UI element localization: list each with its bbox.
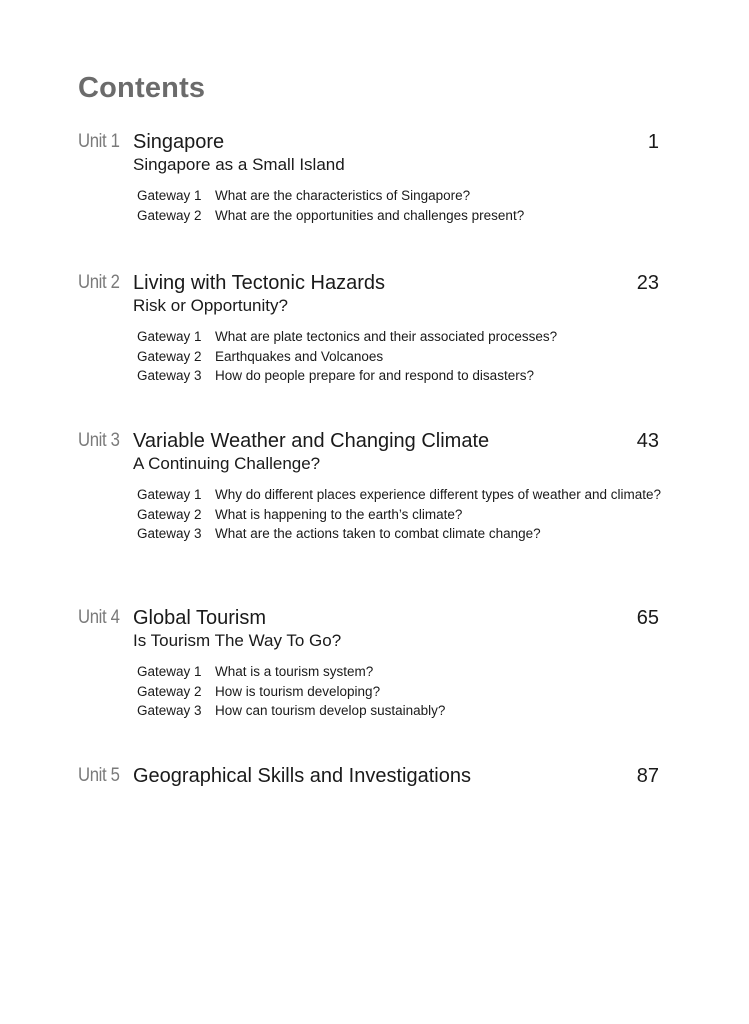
gateway-item	[137, 366, 667, 386]
unit-page-number[interactable]: 1	[647, 131, 659, 153]
gateway-label: Gateway 3	[137, 368, 202, 383]
page-title: Contents	[78, 72, 206, 104]
unit-label: Unit 1	[78, 131, 120, 152]
gateway-text: How is tourism developing?	[215, 683, 381, 699]
unit-page-number[interactable]: 23	[636, 272, 659, 294]
unit-subtitle: A Continuing Challenge?	[133, 454, 321, 473]
unit-title[interactable]: Global Tourism	[133, 607, 267, 629]
gateway-label: Gateway 2	[137, 506, 202, 522]
gateway-label: Gateway 3	[137, 703, 202, 718]
gateway-label: Gateway 1	[137, 188, 202, 203]
gateway-text: What is a tourism system?	[215, 664, 374, 679]
unit-page-number[interactable]: 87	[636, 765, 659, 787]
gateway-label: Gateway 1	[137, 487, 202, 502]
gateway-text: What is happening to the earth’s climate?	[215, 506, 463, 522]
gateway-label: Gateway 1	[137, 329, 202, 344]
unit-title[interactable]: Living with Tectonic Hazards	[133, 272, 385, 294]
gateway-item	[137, 347, 667, 367]
gateway-item	[137, 524, 667, 544]
gateway-item	[137, 682, 667, 702]
gateway-text: What are plate tectonics and their associated processes?	[215, 329, 558, 344]
gateway-label: Gateway 2	[137, 207, 202, 223]
gateway-list	[137, 186, 667, 225]
gateway-label: Gateway 2	[137, 348, 202, 364]
gateway-text: Why do different places experience different types of weather and climate?	[215, 487, 662, 502]
gateway-item	[137, 701, 667, 721]
unit-subtitle: Is Tourism The Way To Go?	[133, 631, 342, 650]
gateway-text: How do people prepare for and respond to disasters?	[215, 368, 534, 383]
gateway-item	[137, 186, 667, 206]
unit-page-number[interactable]: 65	[636, 607, 659, 629]
unit-label: Unit 5	[78, 765, 120, 786]
gateway-text: Earthquakes and Volcanoes	[215, 348, 384, 364]
gateway-text: What are the characteristics of Singapore?	[215, 188, 471, 203]
gateway-label: Gateway 3	[137, 526, 202, 541]
unit-subtitle: Risk or Opportunity?	[133, 296, 288, 315]
unit-title[interactable]: Variable Weather and Changing Climate	[133, 430, 490, 452]
gateway-label: Gateway 2	[137, 683, 202, 699]
gateway-item	[137, 662, 667, 682]
gateway-text: What are the actions taken to combat climate change?	[215, 526, 541, 541]
unit-label: Unit 4	[78, 607, 120, 628]
gateway-item	[137, 206, 667, 226]
unit-title[interactable]: Geographical Skills and Investigations	[133, 765, 471, 787]
gateway-item	[137, 505, 667, 525]
gateway-label: Gateway 1	[137, 664, 202, 679]
gateway-list	[137, 327, 667, 386]
unit-label: Unit 2	[78, 272, 120, 293]
gateway-text: How can tourism develop sustainably?	[215, 703, 446, 718]
unit-subtitle: Singapore as a Small Island	[133, 155, 345, 174]
unit-title[interactable]: Singapore	[133, 131, 225, 153]
gateway-item	[137, 485, 667, 505]
gateway-text: What are the opportunities and challenges present?	[215, 207, 525, 223]
gateway-list	[137, 485, 667, 544]
unit-label: Unit 3	[78, 430, 120, 451]
gateway-item	[137, 327, 667, 347]
unit-page-number[interactable]: 43	[636, 430, 659, 452]
gateway-list	[137, 662, 667, 721]
